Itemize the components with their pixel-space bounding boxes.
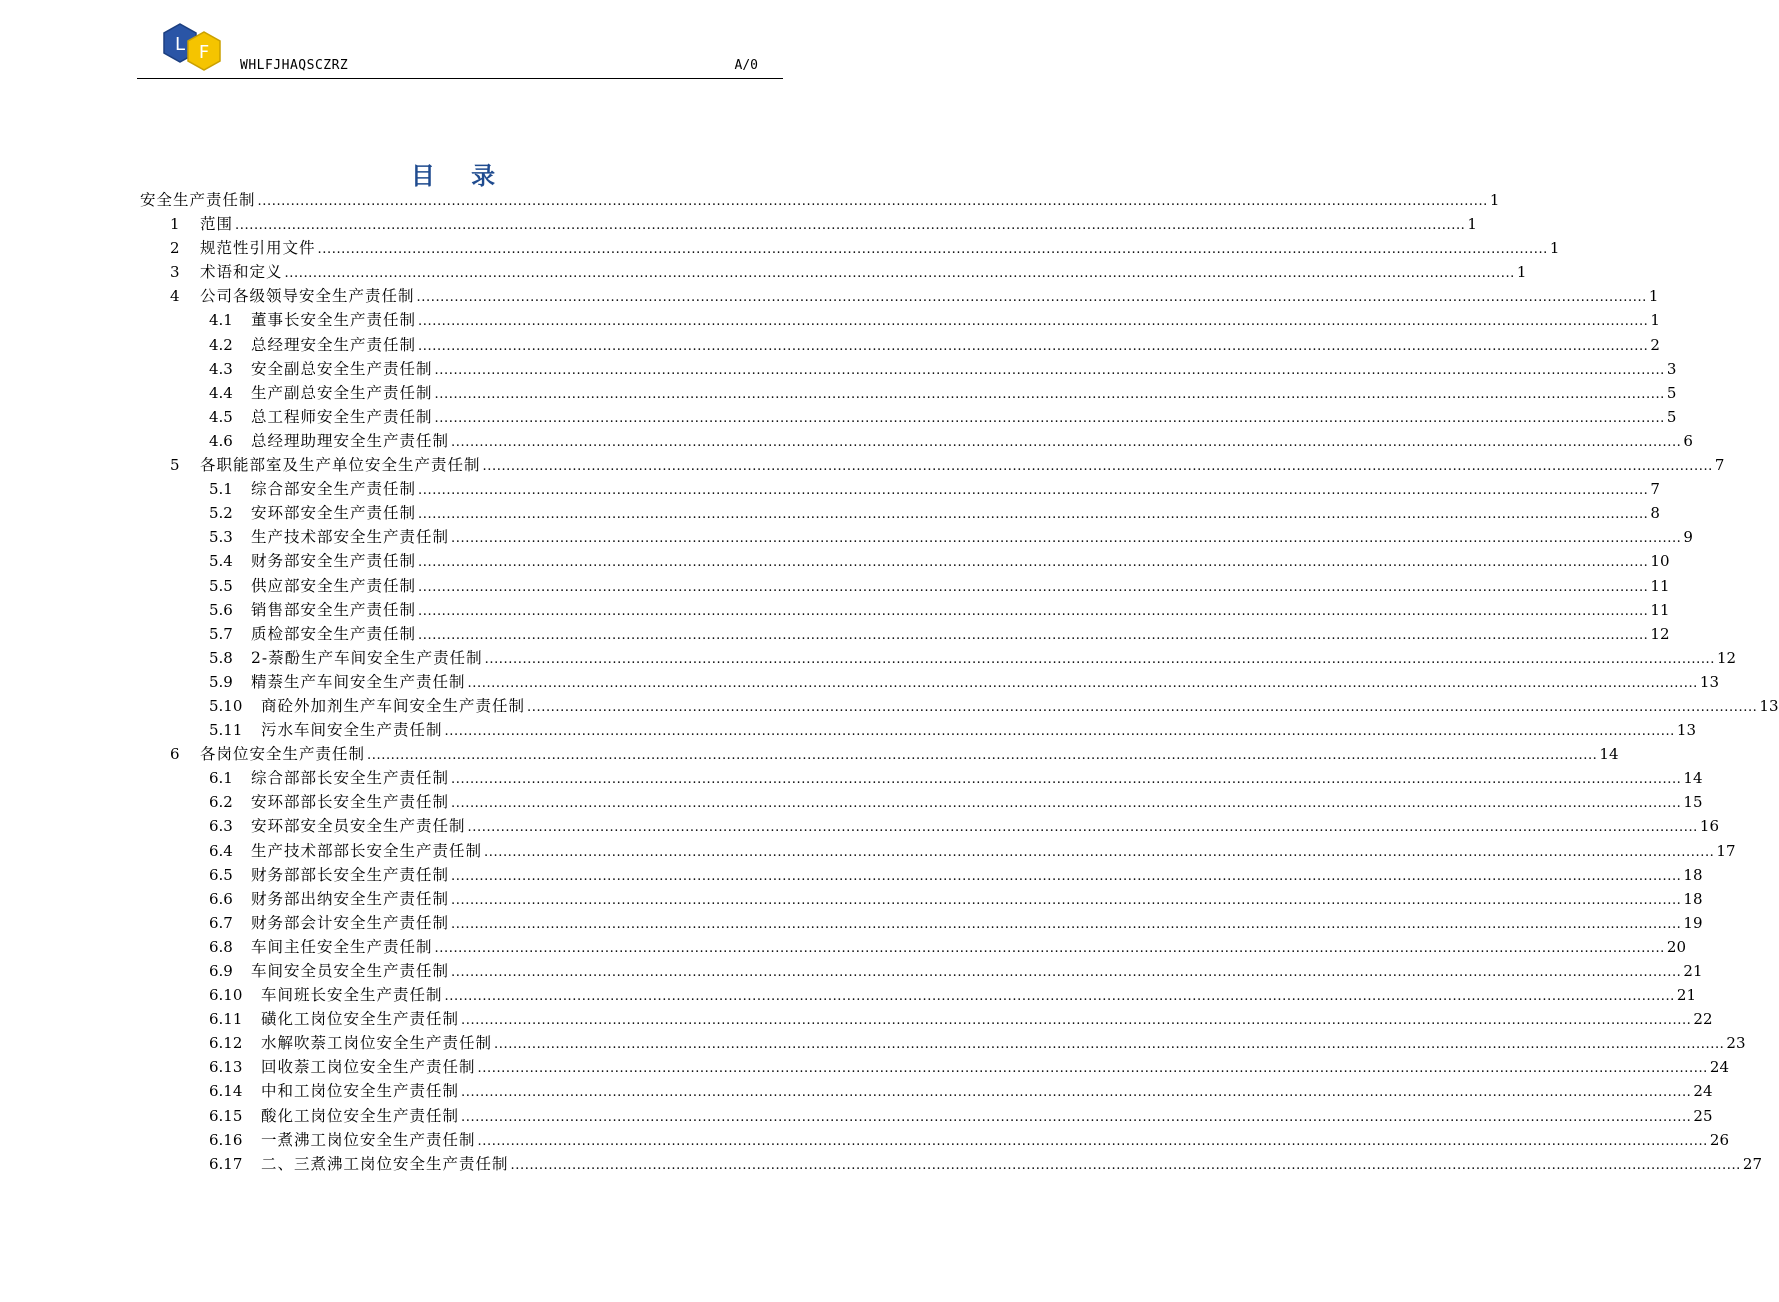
toc-entry[interactable] xyxy=(140,453,1725,477)
toc-entry-label: 生产副总安全生产责任制 xyxy=(251,383,433,402)
toc-entry-page: 5 xyxy=(1666,383,1677,402)
toc-entry[interactable] xyxy=(140,284,1659,308)
toc-entry-number: 4.4 xyxy=(209,383,233,402)
toc-dot-leader: .................................................................................................................................................................................................................................................................... xyxy=(444,724,1675,740)
toc-entry-number: 6.17 xyxy=(209,1154,243,1173)
toc-entry-number: 6.3 xyxy=(209,817,233,836)
toc-entry-page: 19 xyxy=(1683,913,1703,932)
toc-entry[interactable] xyxy=(140,501,1660,525)
toc-entry-page: 22 xyxy=(1693,1010,1713,1029)
toc-entry[interactable] xyxy=(140,1007,1713,1031)
toc-dot-leader: .................................................................................................................................................................................................................................................................... xyxy=(484,844,1715,860)
toc-dot-leader: .................................................................................................................................................................................................................................................................... xyxy=(418,603,1649,619)
toc-entry[interactable] xyxy=(140,212,1477,236)
toc-entry-label: 销售部安全生产责任制 xyxy=(251,600,417,619)
toc-dot-leader: .................................................................................................................................................................................................................................................................... xyxy=(418,483,1649,499)
toc-entry-number: 1 xyxy=(170,215,180,234)
toc-entry[interactable] xyxy=(140,381,1677,405)
toc-entry-page: 18 xyxy=(1683,865,1703,884)
toc-entry-page: 24 xyxy=(1693,1082,1713,1101)
toc-entry-number: 5.4 xyxy=(209,552,233,571)
toc-entry-page: 9 xyxy=(1683,528,1693,547)
toc-entry-page: 12 xyxy=(1650,624,1670,643)
toc-dot-leader: .................................................................................................................................................................................................................................................................... xyxy=(461,1109,1692,1125)
toc-dot-leader: .................................................................................................................................................................................................................................................................... xyxy=(284,266,1515,282)
toc-dot-leader: .................................................................................................................................................................................................................................................................... xyxy=(467,675,1698,691)
toc-entry-number: 4.3 xyxy=(209,359,233,378)
toc-dot-leader: .................................................................................................................................................................................................................................................................... xyxy=(482,459,1713,475)
toc-entry-page: 11 xyxy=(1650,600,1670,619)
toc-entry-number: 6 xyxy=(170,745,180,764)
toc-entry[interactable] xyxy=(140,598,1670,622)
toc-dot-leader: .................................................................................................................................................................................................................................................................... xyxy=(418,507,1649,523)
toc-entry-page: 13 xyxy=(1759,696,1779,715)
toc-entry-label: 各职能部室及生产单位安全生产责任制 xyxy=(200,456,481,475)
toc-entry-label: 中和工岗位安全生产责任制 xyxy=(261,1082,460,1101)
toc-entry-number: 5.5 xyxy=(209,576,233,595)
toc-dot-leader: .................................................................................................................................................................................................................................................................... xyxy=(494,1037,1725,1053)
toc-dot-leader: .................................................................................................................................................................................................................................................................... xyxy=(451,531,1682,547)
toc-entry-page: 21 xyxy=(1676,986,1697,1005)
toc-entry-number: 5.11 xyxy=(209,721,243,740)
toc-entry[interactable] xyxy=(140,333,1660,357)
toc-entry[interactable] xyxy=(140,814,1720,838)
toc-entry-label: 财务部会计安全生产责任制 xyxy=(251,913,450,932)
toc-entry-number: 4.1 xyxy=(209,311,233,330)
toc-dot-leader: .................................................................................................................................................................................................................................................................... xyxy=(451,772,1682,788)
toc-dot-leader: .................................................................................................................................................................................................................................................................... xyxy=(451,868,1682,884)
toc-dot-leader: .................................................................................................................................................................................................................................................................... xyxy=(317,242,1548,258)
toc-entry-page: 1 xyxy=(1549,239,1560,258)
toc-entry-page: 21 xyxy=(1683,962,1703,980)
toc-entry[interactable] xyxy=(140,549,1670,573)
toc-entry-label: 2-萘酚生产车间安全生产责任制 xyxy=(251,648,483,667)
toc-entry[interactable] xyxy=(140,574,1670,598)
toc-entry[interactable] xyxy=(140,188,1500,212)
toc-entry-number: 5.9 xyxy=(209,672,233,691)
toc-dot-leader: .................................................................................................................................................................................................................................................................... xyxy=(467,820,1698,836)
toc-entry-page: 1 xyxy=(1648,287,1659,306)
document-revision: A/0 xyxy=(734,58,758,73)
toc-dot-leader: .................................................................................................................................................................................................................................................................... xyxy=(257,194,1488,209)
toc-entry[interactable] xyxy=(140,236,1560,260)
toc-entry-page: 8 xyxy=(1650,504,1660,523)
toc-entry[interactable] xyxy=(140,983,1697,1007)
toc-entry-page: 5 xyxy=(1666,407,1677,426)
toc-entry-number: 6.15 xyxy=(209,1106,243,1125)
toc-entry[interactable] xyxy=(140,1152,1763,1176)
toc-entry-page: 13 xyxy=(1676,721,1697,740)
toc-entry-number: 5.8 xyxy=(209,648,233,667)
toc-entry[interactable] xyxy=(140,670,1720,694)
header-divider xyxy=(137,78,783,79)
toc-entry[interactable] xyxy=(140,429,1693,453)
toc-entry-label: 酸化工岗位安全生产责任制 xyxy=(261,1106,460,1125)
toc-dot-leader: .................................................................................................................................................................................................................................................................... xyxy=(444,989,1675,1005)
toc-dot-leader: .................................................................................................................................................................................................................................................................... xyxy=(451,916,1682,932)
toc-entry-label: 生产技术部部长安全生产责任制 xyxy=(251,841,483,860)
toc-entry-page: 15 xyxy=(1683,793,1703,812)
toc-entry-number: 5.10 xyxy=(209,696,243,715)
toc-entry[interactable] xyxy=(140,525,1693,549)
toc-entry-label: 商砼外加剂生产车间安全生产责任制 xyxy=(261,696,526,715)
toc-entry-number: 5 xyxy=(170,456,180,475)
toc-dot-leader: .................................................................................................................................................................................................................................................................... xyxy=(434,410,1665,426)
toc-dot-leader: .................................................................................................................................................................................................................................................................... xyxy=(434,386,1665,402)
toc-entry[interactable] xyxy=(140,911,1703,935)
toc-entry-number: 6.5 xyxy=(209,865,233,884)
toc-entry-page: 7 xyxy=(1714,456,1725,475)
toc-entry-number: 6.14 xyxy=(209,1082,243,1101)
toc-entry-label: 生产技术部安全生产责任制 xyxy=(251,528,450,547)
toc-entry-label: 供应部安全生产责任制 xyxy=(251,576,417,595)
toc-entry-number: 6.12 xyxy=(209,1034,243,1053)
toc-entry-number: 5.2 xyxy=(209,504,233,523)
toc-entry-page: 24 xyxy=(1709,1058,1730,1077)
toc-entry-page: 23 xyxy=(1726,1034,1746,1053)
toc-dot-leader: .................................................................................................................................................................................................................................................................... xyxy=(418,314,1649,330)
toc-entry[interactable] xyxy=(140,405,1677,429)
toc-entry[interactable] xyxy=(140,308,1660,332)
toc-entry-label: 财务部部长安全生产责任制 xyxy=(251,865,450,884)
toc-entry-label: 精萘生产车间安全生产责任制 xyxy=(251,672,466,691)
table-of-contents xyxy=(140,188,1779,1176)
toc-entry[interactable] xyxy=(140,839,1736,863)
toc-entry-page: 13 xyxy=(1699,672,1720,691)
toc-entry-number: 6.1 xyxy=(209,769,233,788)
toc-entry-label: 质检部安全生产责任制 xyxy=(251,624,417,643)
toc-entry-label: 董事长安全生产责任制 xyxy=(251,311,417,330)
toc-entry-number: 5.7 xyxy=(209,624,233,643)
toc-entry-label: 安环部安全生产责任制 xyxy=(251,504,417,523)
toc-entry-page: 27 xyxy=(1742,1154,1763,1173)
toc-entry-label: 总经理助理安全生产责任制 xyxy=(251,431,450,450)
toc-entry-number: 6.10 xyxy=(209,986,243,1005)
toc-entry-page: 1 xyxy=(1467,215,1477,234)
toc-entry-page: 26 xyxy=(1709,1130,1730,1149)
toc-entry[interactable] xyxy=(140,935,1687,959)
toc-entry[interactable] xyxy=(140,477,1660,501)
toc-entry-number: 6.16 xyxy=(209,1130,243,1149)
toc-entry-number: 4.6 xyxy=(209,431,233,450)
toc-dot-leader: .................................................................................................................................................................................................................................................................... xyxy=(484,651,1716,667)
toc-entry-label: 车间安全员安全生产责任制 xyxy=(251,962,450,980)
company-logo xyxy=(160,22,244,76)
toc-entry-label: 综合部部长安全生产责任制 xyxy=(251,769,450,788)
logo-letter-l: L xyxy=(174,34,186,55)
document-code: WHLFJHAQSCZRZ xyxy=(240,58,349,73)
toc-entry-label: 总经理安全生产责任制 xyxy=(251,335,417,354)
toc-entry[interactable] xyxy=(140,646,1737,670)
toc-dot-leader: .................................................................................................................................................................................................................................................................... xyxy=(235,218,1466,234)
toc-entry-number: 6.6 xyxy=(209,889,233,908)
toc-entry[interactable] xyxy=(140,1104,1713,1128)
toc-dot-leader: .................................................................................................................................................................................................................................................................... xyxy=(434,362,1665,378)
toc-entry-number: 6.13 xyxy=(209,1058,243,1077)
toc-entry-page: 25 xyxy=(1693,1106,1713,1125)
toc-entry-page: 20 xyxy=(1666,937,1687,956)
toc-entry-page: 1 xyxy=(1516,263,1527,282)
logo-letter-f: F xyxy=(198,42,210,63)
toc-entry-number: 5.1 xyxy=(209,480,233,499)
toc-entry-page: 2 xyxy=(1650,335,1660,354)
toc-entry-label: 财务部安全生产责任制 xyxy=(251,552,417,571)
toc-entry-page: 7 xyxy=(1650,480,1660,499)
toc-entry[interactable] xyxy=(140,357,1677,381)
toc-dot-leader: .................................................................................................................................................................................................................................................................... xyxy=(451,796,1682,812)
toc-entry-label: 一煮沸工岗位安全生产责任制 xyxy=(261,1130,476,1149)
toc-entry-label: 综合部安全生产责任制 xyxy=(251,480,417,499)
toc-dot-leader: .................................................................................................................................................................................................................................................................... xyxy=(434,940,1665,956)
toc-entry[interactable] xyxy=(140,1079,1713,1103)
toc-dot-leader: .................................................................................................................................................................................................................................................................... xyxy=(451,892,1682,908)
toc-dot-leader: .................................................................................................................................................................................................................................................................... xyxy=(510,1157,1741,1173)
toc-dot-leader: .................................................................................................................................................................................................................................................................... xyxy=(416,290,1647,306)
toc-entry-label: 二、三煮沸工岗位安全生产责任制 xyxy=(261,1154,509,1173)
toc-entry-label: 回收萘工岗位安全生产责任制 xyxy=(261,1058,476,1077)
toc-entry[interactable] xyxy=(140,887,1703,911)
toc-entry-label: 安环部安全员安全生产责任制 xyxy=(251,817,466,836)
toc-entry-label: 车间主任安全生产责任制 xyxy=(251,937,433,956)
toc-entry-page: 16 xyxy=(1699,817,1720,836)
toc-entry[interactable] xyxy=(140,863,1703,887)
toc-entry-number: 3 xyxy=(170,263,180,282)
toc-entry-label: 各岗位安全生产责任制 xyxy=(200,745,366,764)
toc-entry-label: 污水车间安全生产责任制 xyxy=(261,721,443,740)
toc-dot-leader: .................................................................................................................................................................................................................................................................... xyxy=(418,338,1649,354)
toc-entry-page: 1 xyxy=(1650,311,1660,330)
toc-entry-label: 磺化工岗位安全生产责任制 xyxy=(261,1010,460,1029)
toc-entry-number: 6.8 xyxy=(209,937,233,956)
toc-entry-label: 公司各级领导安全生产责任制 xyxy=(200,287,415,306)
toc-entry[interactable] xyxy=(140,1031,1746,1055)
toc-dot-leader: .................................................................................................................................................................................................................................................................... xyxy=(451,965,1682,980)
toc-entry-page: 1 xyxy=(1489,191,1500,209)
toc-dot-leader: .................................................................................................................................................................................................................................................................... xyxy=(477,1061,1708,1077)
toc-dot-leader: .................................................................................................................................................................................................................................................................... xyxy=(418,579,1649,595)
toc-entry-page: 11 xyxy=(1650,576,1670,595)
toc-entry-number: 6.2 xyxy=(209,793,233,812)
toc-entry-page: 17 xyxy=(1716,841,1736,860)
toc-entry-page: 6 xyxy=(1683,431,1693,450)
toc-dot-leader: .................................................................................................................................................................................................................................................................... xyxy=(527,699,1758,715)
toc-dot-leader: .................................................................................................................................................................................................................................................................... xyxy=(418,555,1649,571)
toc-entry-label: 水解吹萘工岗位安全生产责任制 xyxy=(261,1034,493,1053)
toc-entry[interactable] xyxy=(140,1055,1730,1079)
toc-entry-page: 14 xyxy=(1683,769,1703,788)
toc-title: 目 录 xyxy=(410,162,510,190)
toc-entry[interactable] xyxy=(140,622,1670,646)
toc-dot-leader: .................................................................................................................................................................................................................................................................... xyxy=(461,1013,1692,1029)
toc-entry-number: 2 xyxy=(170,239,180,258)
toc-entry-page: 3 xyxy=(1666,359,1677,378)
toc-entry-number: 6.11 xyxy=(209,1010,243,1029)
toc-entry-page: 14 xyxy=(1599,745,1619,764)
toc-entry[interactable] xyxy=(140,959,1703,983)
toc-dot-leader: .................................................................................................................................................................................................................................................................... xyxy=(418,627,1649,643)
toc-dot-leader: .................................................................................................................................................................................................................................................................... xyxy=(367,748,1598,764)
toc-entry-number: 5.6 xyxy=(209,600,233,619)
toc-entry[interactable] xyxy=(140,790,1703,814)
toc-entry[interactable] xyxy=(140,766,1703,790)
toc-entry-label: 安全副总安全生产责任制 xyxy=(251,359,433,378)
toc-entry[interactable] xyxy=(140,694,1779,718)
toc-entry-label: 安全生产责任制 xyxy=(140,191,256,209)
toc-entry[interactable] xyxy=(140,718,1697,742)
toc-entry[interactable] xyxy=(140,1128,1730,1152)
toc-entry-label: 范围 xyxy=(200,215,234,234)
toc-entry-label: 术语和定义 xyxy=(200,263,283,282)
toc-entry-number: 6.4 xyxy=(209,841,233,860)
toc-dot-leader: .................................................................................................................................................................................................................................................................... xyxy=(451,434,1682,450)
toc-entry-number: 6.7 xyxy=(209,913,233,932)
toc-dot-leader: .................................................................................................................................................................................................................................................................... xyxy=(477,1133,1708,1149)
toc-entry-number: 6.9 xyxy=(209,962,233,980)
toc-entry-number: 4.5 xyxy=(209,407,233,426)
toc-entry-label: 财务部出纳安全生产责任制 xyxy=(251,889,450,908)
toc-entry-number: 5.3 xyxy=(209,528,233,547)
toc-entry-number: 4 xyxy=(170,287,180,306)
toc-entry-label: 车间班长安全生产责任制 xyxy=(261,986,443,1005)
toc-entry-page: 12 xyxy=(1717,648,1737,667)
toc-entry-label: 规范性引用文件 xyxy=(200,239,316,258)
toc-entry-number: 4.2 xyxy=(209,335,233,354)
toc-entry[interactable] xyxy=(140,260,1527,284)
toc-entry-page: 10 xyxy=(1650,552,1670,571)
toc-entry-label: 安环部部长安全生产责任制 xyxy=(251,793,450,812)
toc-entry-label: 总工程师安全生产责任制 xyxy=(251,407,433,426)
toc-entry[interactable] xyxy=(140,742,1619,766)
toc-dot-leader: .................................................................................................................................................................................................................................................................... xyxy=(461,1085,1692,1101)
toc-entry-page: 18 xyxy=(1683,889,1703,908)
